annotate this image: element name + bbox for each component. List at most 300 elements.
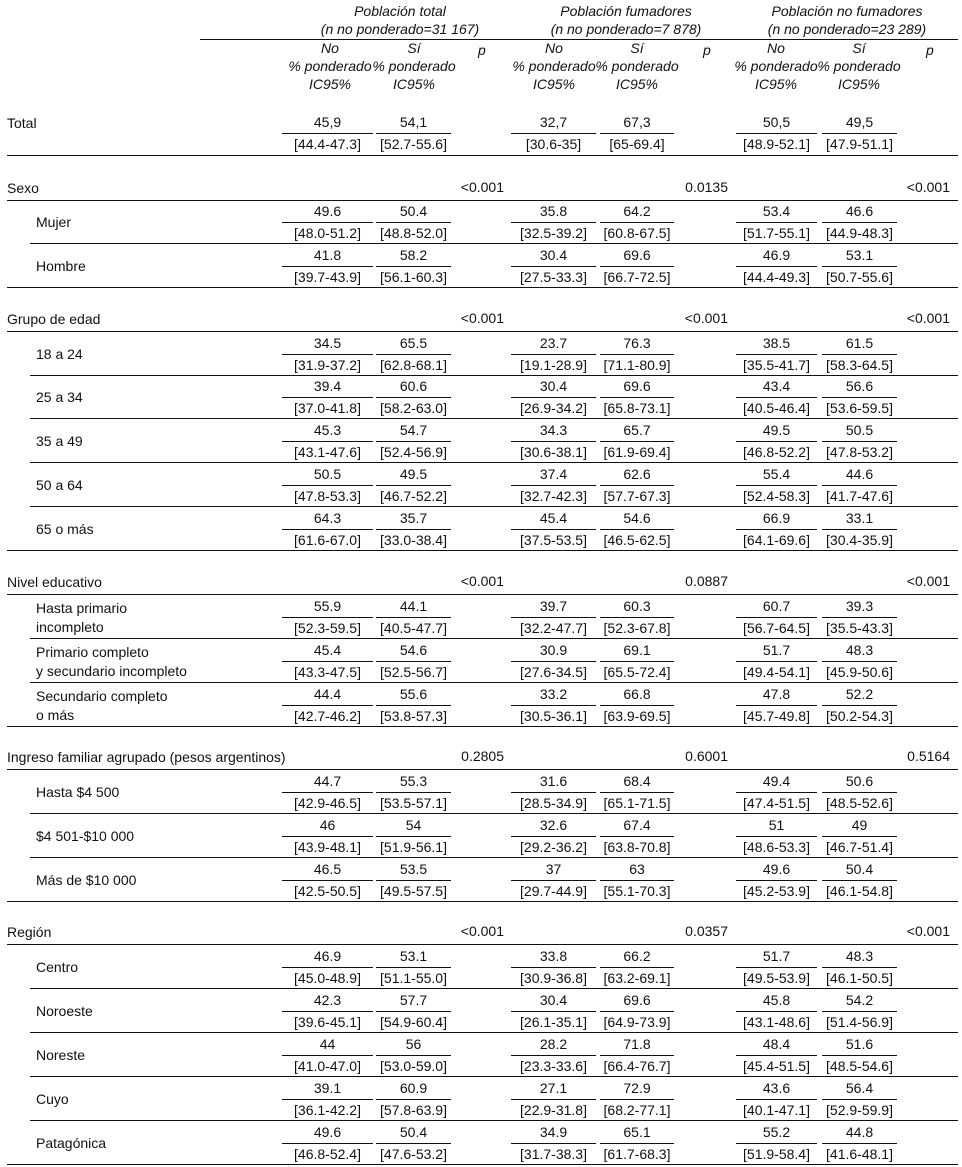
row-rule [30, 813, 958, 814]
cell-value: 45.4 [313, 642, 342, 658]
total-bottom-rule [7, 155, 958, 156]
cell-rule [600, 441, 674, 442]
cell-ci: [33.0-38.4] [380, 532, 447, 548]
cell-ci: [48.5-52.6] [826, 795, 893, 811]
section-rule [7, 944, 958, 945]
cell-ci: [62.8-68.1] [380, 357, 447, 373]
cell-ci: [65.8-73.1] [603, 400, 671, 416]
cell-ci: [45.2-53.9] [743, 883, 810, 899]
cell-rule [282, 1011, 373, 1012]
cell-rule [511, 617, 596, 618]
row-rule [30, 418, 958, 419]
cell-ci: [63.9-69.5] [603, 708, 671, 724]
cell-rule [376, 397, 451, 398]
cell-value: 69.6 [623, 378, 651, 394]
cell-value: 54.6 [623, 510, 651, 526]
cell-value: 64.3 [313, 510, 342, 526]
cell-ci: [41.7-47.6] [826, 488, 893, 504]
cell-ci: [44.4-47.3] [294, 136, 361, 152]
section-label: Ingreso familiar agrupado (pesos argentinos) [7, 749, 286, 765]
cell-value: 60.6 [399, 378, 428, 394]
column-subheader: Sí [407, 40, 421, 56]
cell-rule [376, 485, 451, 486]
cell-value: 53.1 [845, 247, 874, 263]
p-value: <0.001 [460, 179, 504, 195]
cell-rule [736, 485, 817, 486]
cell-value: 65.1 [623, 1124, 651, 1140]
cell-rule [736, 397, 817, 398]
cell-ci: [51.9-58.4] [743, 1146, 810, 1162]
cell-rule [600, 485, 674, 486]
cell-rule [822, 441, 897, 442]
cell-value: 48.3 [845, 642, 874, 658]
cell-ci: [52.4-58.3] [743, 488, 810, 504]
cell-rule [736, 1143, 817, 1144]
cell-ci: [49.5-57.5] [380, 883, 447, 899]
p-value: <0.001 [460, 923, 504, 939]
row-rule [30, 988, 958, 989]
cell-rule [511, 441, 596, 442]
cell-ci: [30.5-36.1] [520, 708, 587, 724]
row-label: incompleto [36, 619, 104, 635]
cell-value: 34.5 [313, 335, 342, 351]
cell-value: 68.4 [623, 773, 651, 789]
section-bottom-rule [7, 901, 958, 902]
cell-ci: [47.8-53.2] [826, 444, 893, 460]
cell-value: 50,5 [762, 114, 791, 130]
cell-ci: [51.1-55.0] [380, 970, 447, 986]
group-title: Población fumadores [560, 3, 692, 19]
column-subheader: No [321, 40, 339, 56]
cell-value: 32,7 [539, 114, 568, 130]
cell-value: 69.1 [623, 642, 651, 658]
cell-value: 48.4 [762, 1036, 791, 1052]
cell-value: 45.4 [539, 510, 568, 526]
column-subheader: IC95% [308, 76, 352, 92]
cell-value: 50.4 [399, 203, 428, 219]
p-value: <0.001 [906, 573, 950, 589]
cell-ci: [46.8-52.2] [743, 444, 810, 460]
cell-rule [600, 880, 674, 881]
cell-rule [282, 266, 373, 267]
cell-value: 39.4 [313, 378, 342, 394]
cell-ci: [49.4-54.1] [743, 664, 810, 680]
cell-rule [376, 529, 451, 530]
column-subheader: IC95% [754, 76, 798, 92]
cell-ci: [26.9-34.2] [520, 400, 587, 416]
cell-value: 71.8 [623, 1036, 651, 1052]
cell-value: 34.3 [539, 422, 568, 438]
cell-value: 54.6 [399, 642, 428, 658]
cell-ci: [66.7-72.5] [603, 269, 671, 285]
column-subheader: % ponderado [372, 58, 456, 74]
row-label: $4 501-$10 000 [36, 828, 135, 844]
cell-ci: [53.6-59.5] [826, 400, 893, 416]
column-subheader: % ponderado [817, 58, 901, 74]
cell-rule [822, 1099, 897, 1100]
cell-value: 49,5 [845, 114, 874, 130]
cell-ci: [54.9-60.4] [380, 1014, 447, 1030]
cell-rule [600, 617, 674, 618]
cell-rule [600, 1099, 674, 1100]
cell-ci: [45.7-49.8] [743, 708, 810, 724]
cell-rule [376, 967, 451, 968]
cell-ci: [52.4-56.9] [380, 444, 447, 460]
cell-value: 44.8 [845, 1124, 874, 1140]
cell-rule [376, 222, 451, 223]
cell-value: 44 [319, 1036, 336, 1052]
cell-value: 42.3 [313, 992, 342, 1008]
cell-rule [511, 1143, 596, 1144]
cell-rule [600, 397, 674, 398]
cell-value: 37 [545, 861, 562, 877]
cell-ci: [19.1-28.9] [520, 357, 587, 373]
cell-rule [511, 266, 596, 267]
cell-ci: [52.9-59.9] [826, 1102, 893, 1118]
cell-ci: [51.4-56.9] [826, 1014, 893, 1030]
row-label: Hasta $4 500 [36, 784, 120, 800]
section-rule [7, 594, 958, 595]
cell-value: 60.9 [399, 1080, 428, 1096]
cell-ci: [47.9-51.1] [826, 136, 893, 152]
cell-value: 65.7 [623, 422, 651, 438]
cell-value: 49.4 [762, 773, 791, 789]
cell-rule [282, 485, 373, 486]
cell-ci: [52.3-67.8] [603, 620, 671, 636]
cell-value: 31.6 [539, 773, 568, 789]
cell-value: 61.5 [845, 335, 874, 351]
p-value: 0.6001 [685, 748, 728, 764]
p-value-header: p [478, 42, 486, 58]
cell-rule [822, 792, 897, 793]
cell-ci: [65.1-71.5] [603, 795, 671, 811]
cell-rule [376, 1055, 451, 1056]
p-value: 0.0357 [685, 923, 728, 939]
cell-ci: [66.4-76.7] [603, 1058, 671, 1074]
cell-ci: [47.8-53.3] [294, 488, 361, 504]
cell-value: 63 [629, 861, 645, 877]
cell-value: 54.2 [845, 992, 874, 1008]
section-rule [7, 769, 958, 770]
cell-ci: [48.8-52.0] [380, 225, 447, 241]
cell-rule [736, 354, 817, 355]
cell-rule [736, 266, 817, 267]
column-subheader: Sí [630, 40, 644, 56]
row-label: y secundario incompleto [36, 663, 187, 679]
cell-rule [822, 1011, 897, 1012]
cell-value: 58.2 [399, 247, 428, 263]
section-rule [7, 331, 958, 332]
group-title: Población total [354, 3, 446, 19]
cell-rule [822, 661, 897, 662]
cell-rule [822, 529, 897, 530]
row-label: Centro [36, 959, 79, 975]
cell-rule [282, 133, 373, 134]
cell-rule [600, 661, 674, 662]
cell-rule [600, 1143, 674, 1144]
cell-value: 49.6 [313, 203, 342, 219]
cell-ci: [48.6-53.3] [743, 839, 810, 855]
cell-value: 45,9 [313, 114, 342, 130]
p-value: <0.001 [684, 310, 728, 326]
row-label: 65 o más [36, 521, 94, 537]
cell-value: 49.5 [399, 466, 428, 482]
cell-value: 30.4 [539, 247, 568, 263]
cell-value: 64.2 [623, 203, 651, 219]
cell-rule [282, 529, 373, 530]
p-value: <0.001 [906, 923, 950, 939]
cell-value: 52.2 [845, 686, 874, 702]
cell-rule [822, 880, 897, 881]
cell-rule [511, 836, 596, 837]
cell-ci: [46.8-52.4] [294, 1146, 361, 1162]
cell-value: 67,3 [623, 114, 651, 130]
cell-value: 32.6 [539, 817, 568, 833]
cell-value: 55.2 [762, 1124, 791, 1140]
cell-rule [282, 222, 373, 223]
row-label: Mujer [36, 214, 72, 230]
cell-rule [822, 266, 897, 267]
cell-ci: [37.5-53.5] [520, 532, 587, 548]
cell-value: 69.6 [623, 247, 651, 263]
cell-rule [376, 1143, 451, 1144]
cell-rule [376, 266, 451, 267]
cell-rule [376, 1099, 451, 1100]
cell-rule [736, 792, 817, 793]
cell-value: 45.3 [313, 422, 342, 438]
cell-value: 44.6 [845, 466, 874, 482]
cell-rule [600, 1011, 674, 1012]
group-title: Población no fumadores [771, 3, 923, 19]
p-value: 0.0135 [685, 179, 728, 195]
cell-ci: [52.3-59.5] [294, 620, 361, 636]
cell-rule [282, 836, 373, 837]
row-label: Noroeste [36, 1003, 93, 1019]
cell-rule [511, 661, 596, 662]
cell-rule [736, 705, 817, 706]
cell-ci: [53.5-57.1] [380, 795, 447, 811]
cell-value: 60.7 [762, 598, 791, 614]
cell-value: 23.7 [539, 335, 568, 351]
cell-ci: [31.7-38.3] [520, 1146, 587, 1162]
cell-value: 46.5 [313, 861, 342, 877]
cell-ci: [53.0-59.0] [380, 1058, 447, 1074]
cell-value: 50.5 [313, 466, 342, 482]
cell-ci: [30.9-36.8] [520, 970, 587, 986]
section-label: Nivel educativo [7, 574, 102, 590]
cell-value: 54 [405, 817, 422, 833]
cell-value: 49.6 [762, 861, 791, 877]
cell-ci: [46.1-54.8] [826, 883, 893, 899]
cell-ci: [27.6-34.5] [520, 664, 587, 680]
p-value: 0.5164 [907, 748, 950, 764]
cell-rule [376, 354, 451, 355]
cell-ci: [56.7-64.5] [743, 620, 810, 636]
cell-value: 33.1 [845, 510, 874, 526]
cell-rule [511, 880, 596, 881]
section-label: Grupo de edad [7, 311, 101, 327]
cell-value: 50.4 [399, 1124, 428, 1140]
cell-value: 39.1 [313, 1080, 342, 1096]
cell-ci: [47.4-51.5] [743, 795, 810, 811]
cell-ci: [35.5-41.7] [743, 357, 810, 373]
column-subheader: % ponderado [288, 58, 372, 74]
row-label: Primario completo [36, 644, 149, 660]
cell-value: 30.4 [539, 992, 568, 1008]
cell-rule [736, 661, 817, 662]
cell-value: 56.4 [845, 1080, 874, 1096]
section-bottom-rule [7, 550, 958, 551]
column-subheader: Sí [852, 40, 866, 56]
cell-ci: [45.4-51.5] [743, 1058, 810, 1074]
cell-rule [511, 354, 596, 355]
cell-rule [511, 133, 596, 134]
cell-value: 30.4 [539, 378, 568, 394]
cell-value: 35.8 [539, 203, 568, 219]
cell-value: 30.9 [539, 642, 568, 658]
cell-ci: [42.5-50.5] [294, 883, 361, 899]
cell-rule [600, 792, 674, 793]
cell-rule [376, 836, 451, 837]
cell-rule [511, 967, 596, 968]
cell-ci: [36.1-42.2] [294, 1102, 361, 1118]
cell-rule [600, 705, 674, 706]
row-label: Noreste [36, 1047, 86, 1063]
cell-rule [376, 880, 451, 881]
cell-ci: [35.5-43.3] [826, 620, 893, 636]
column-subheader: No [545, 40, 563, 56]
cell-rule [822, 836, 897, 837]
section-bottom-rule [7, 287, 958, 288]
cell-value: 49.5 [762, 422, 791, 438]
cell-ci: [44.4-49.3] [743, 269, 810, 285]
cell-ci: [57.7-67.3] [603, 488, 671, 504]
row-rule [30, 375, 958, 376]
row-label: 18 a 24 [36, 346, 83, 362]
cell-value: 51.7 [762, 642, 791, 658]
cell-value: 49.6 [313, 1124, 342, 1140]
cell-ci: [63.8-70.8] [603, 839, 671, 855]
cell-rule [282, 705, 373, 706]
cell-rule [282, 1099, 373, 1100]
cell-rule [511, 529, 596, 530]
cell-value: 53.4 [762, 203, 791, 219]
cell-ci: [50.2-54.3] [826, 708, 893, 724]
cell-ci: [63.2-69.1] [603, 970, 671, 986]
cell-ci: [23.3-33.6] [520, 1058, 587, 1074]
cell-value: 57.7 [399, 992, 428, 1008]
cell-value: 51.6 [845, 1036, 874, 1052]
cell-rule [511, 1011, 596, 1012]
cell-rule [822, 485, 897, 486]
cell-value: 54.7 [399, 422, 428, 438]
cell-value: 46 [319, 817, 336, 833]
cell-value: 43.6 [762, 1080, 791, 1096]
cell-ci: [40.1-47.1] [743, 1102, 810, 1118]
cell-value: 65.5 [399, 335, 428, 351]
cell-value: 72.9 [623, 1080, 651, 1096]
row-label: 25 a 34 [36, 389, 83, 405]
cell-value: 28.2 [539, 1036, 568, 1052]
cell-ci: [40.5-47.7] [380, 620, 447, 636]
row-rule [30, 1076, 958, 1077]
cell-ci: [57.8-63.9] [380, 1102, 447, 1118]
cell-rule [736, 1055, 817, 1056]
cell-rule [511, 1099, 596, 1100]
cell-rule [282, 397, 373, 398]
cell-value: 55.3 [399, 773, 428, 789]
cell-ci: [48.9-52.1] [743, 136, 810, 152]
cell-ci: [43.9-48.1] [294, 839, 361, 855]
total-label: Total [7, 115, 37, 131]
row-rule [30, 462, 958, 463]
cell-rule [736, 441, 817, 442]
cell-value: 46.6 [845, 203, 874, 219]
p-value: 0.2805 [461, 748, 504, 764]
cell-ci: [32.7-42.3] [520, 488, 587, 504]
cell-value: 50.5 [845, 422, 874, 438]
cell-ci: [46.7-52.2] [380, 488, 447, 504]
cell-rule [736, 967, 817, 968]
cell-rule [511, 397, 596, 398]
section-label: Sexo [7, 180, 39, 196]
row-rule [30, 638, 958, 639]
cell-ci: [58.3-64.5] [826, 357, 893, 373]
cell-ci: [61.6-67.0] [294, 532, 361, 548]
row-label: Hombre [36, 258, 86, 274]
cell-rule [376, 617, 451, 618]
cell-rule [511, 222, 596, 223]
cell-ci: [65.5-72.4] [603, 664, 671, 680]
cell-rule [822, 967, 897, 968]
cell-ci: [65-69.4] [609, 136, 665, 152]
cell-ci: [45.9-50.6] [826, 664, 893, 680]
column-subheader: No [767, 40, 785, 56]
column-subheader: % ponderado [734, 58, 818, 74]
p-value: 0.0887 [685, 573, 728, 589]
cell-ci: [29.2-36.2] [520, 839, 587, 855]
cell-rule [376, 705, 451, 706]
cell-value: 56.6 [845, 378, 874, 394]
cell-rule [511, 792, 596, 793]
cell-rule [600, 222, 674, 223]
cell-value: 55.4 [762, 466, 791, 482]
column-subheader: % ponderado [595, 58, 679, 74]
cell-value: 51.7 [762, 948, 791, 964]
cell-value: 34.9 [539, 1124, 568, 1140]
cell-value: 62.6 [623, 466, 651, 482]
p-value-header: p [703, 42, 711, 58]
cell-rule [282, 441, 373, 442]
column-subheader: IC95% [392, 76, 436, 92]
cell-value: 55.9 [313, 598, 342, 614]
cell-rule [736, 836, 817, 837]
cell-rule [822, 1143, 897, 1144]
cell-ci: [43.1-48.6] [743, 1014, 810, 1030]
p-value: <0.001 [906, 310, 950, 326]
cell-rule [282, 967, 373, 968]
row-label: 50 a 64 [36, 477, 83, 493]
cell-rule [736, 529, 817, 530]
p-value: <0.001 [460, 573, 504, 589]
cell-ci: [29.7-44.9] [520, 883, 587, 899]
cell-value: 50.4 [845, 861, 874, 877]
cell-ci: [61.7-68.3] [603, 1146, 671, 1162]
cell-rule [600, 354, 674, 355]
section-label: Región [7, 924, 52, 940]
cell-ci: [30.6-35] [525, 136, 582, 152]
cell-rule [822, 397, 897, 398]
